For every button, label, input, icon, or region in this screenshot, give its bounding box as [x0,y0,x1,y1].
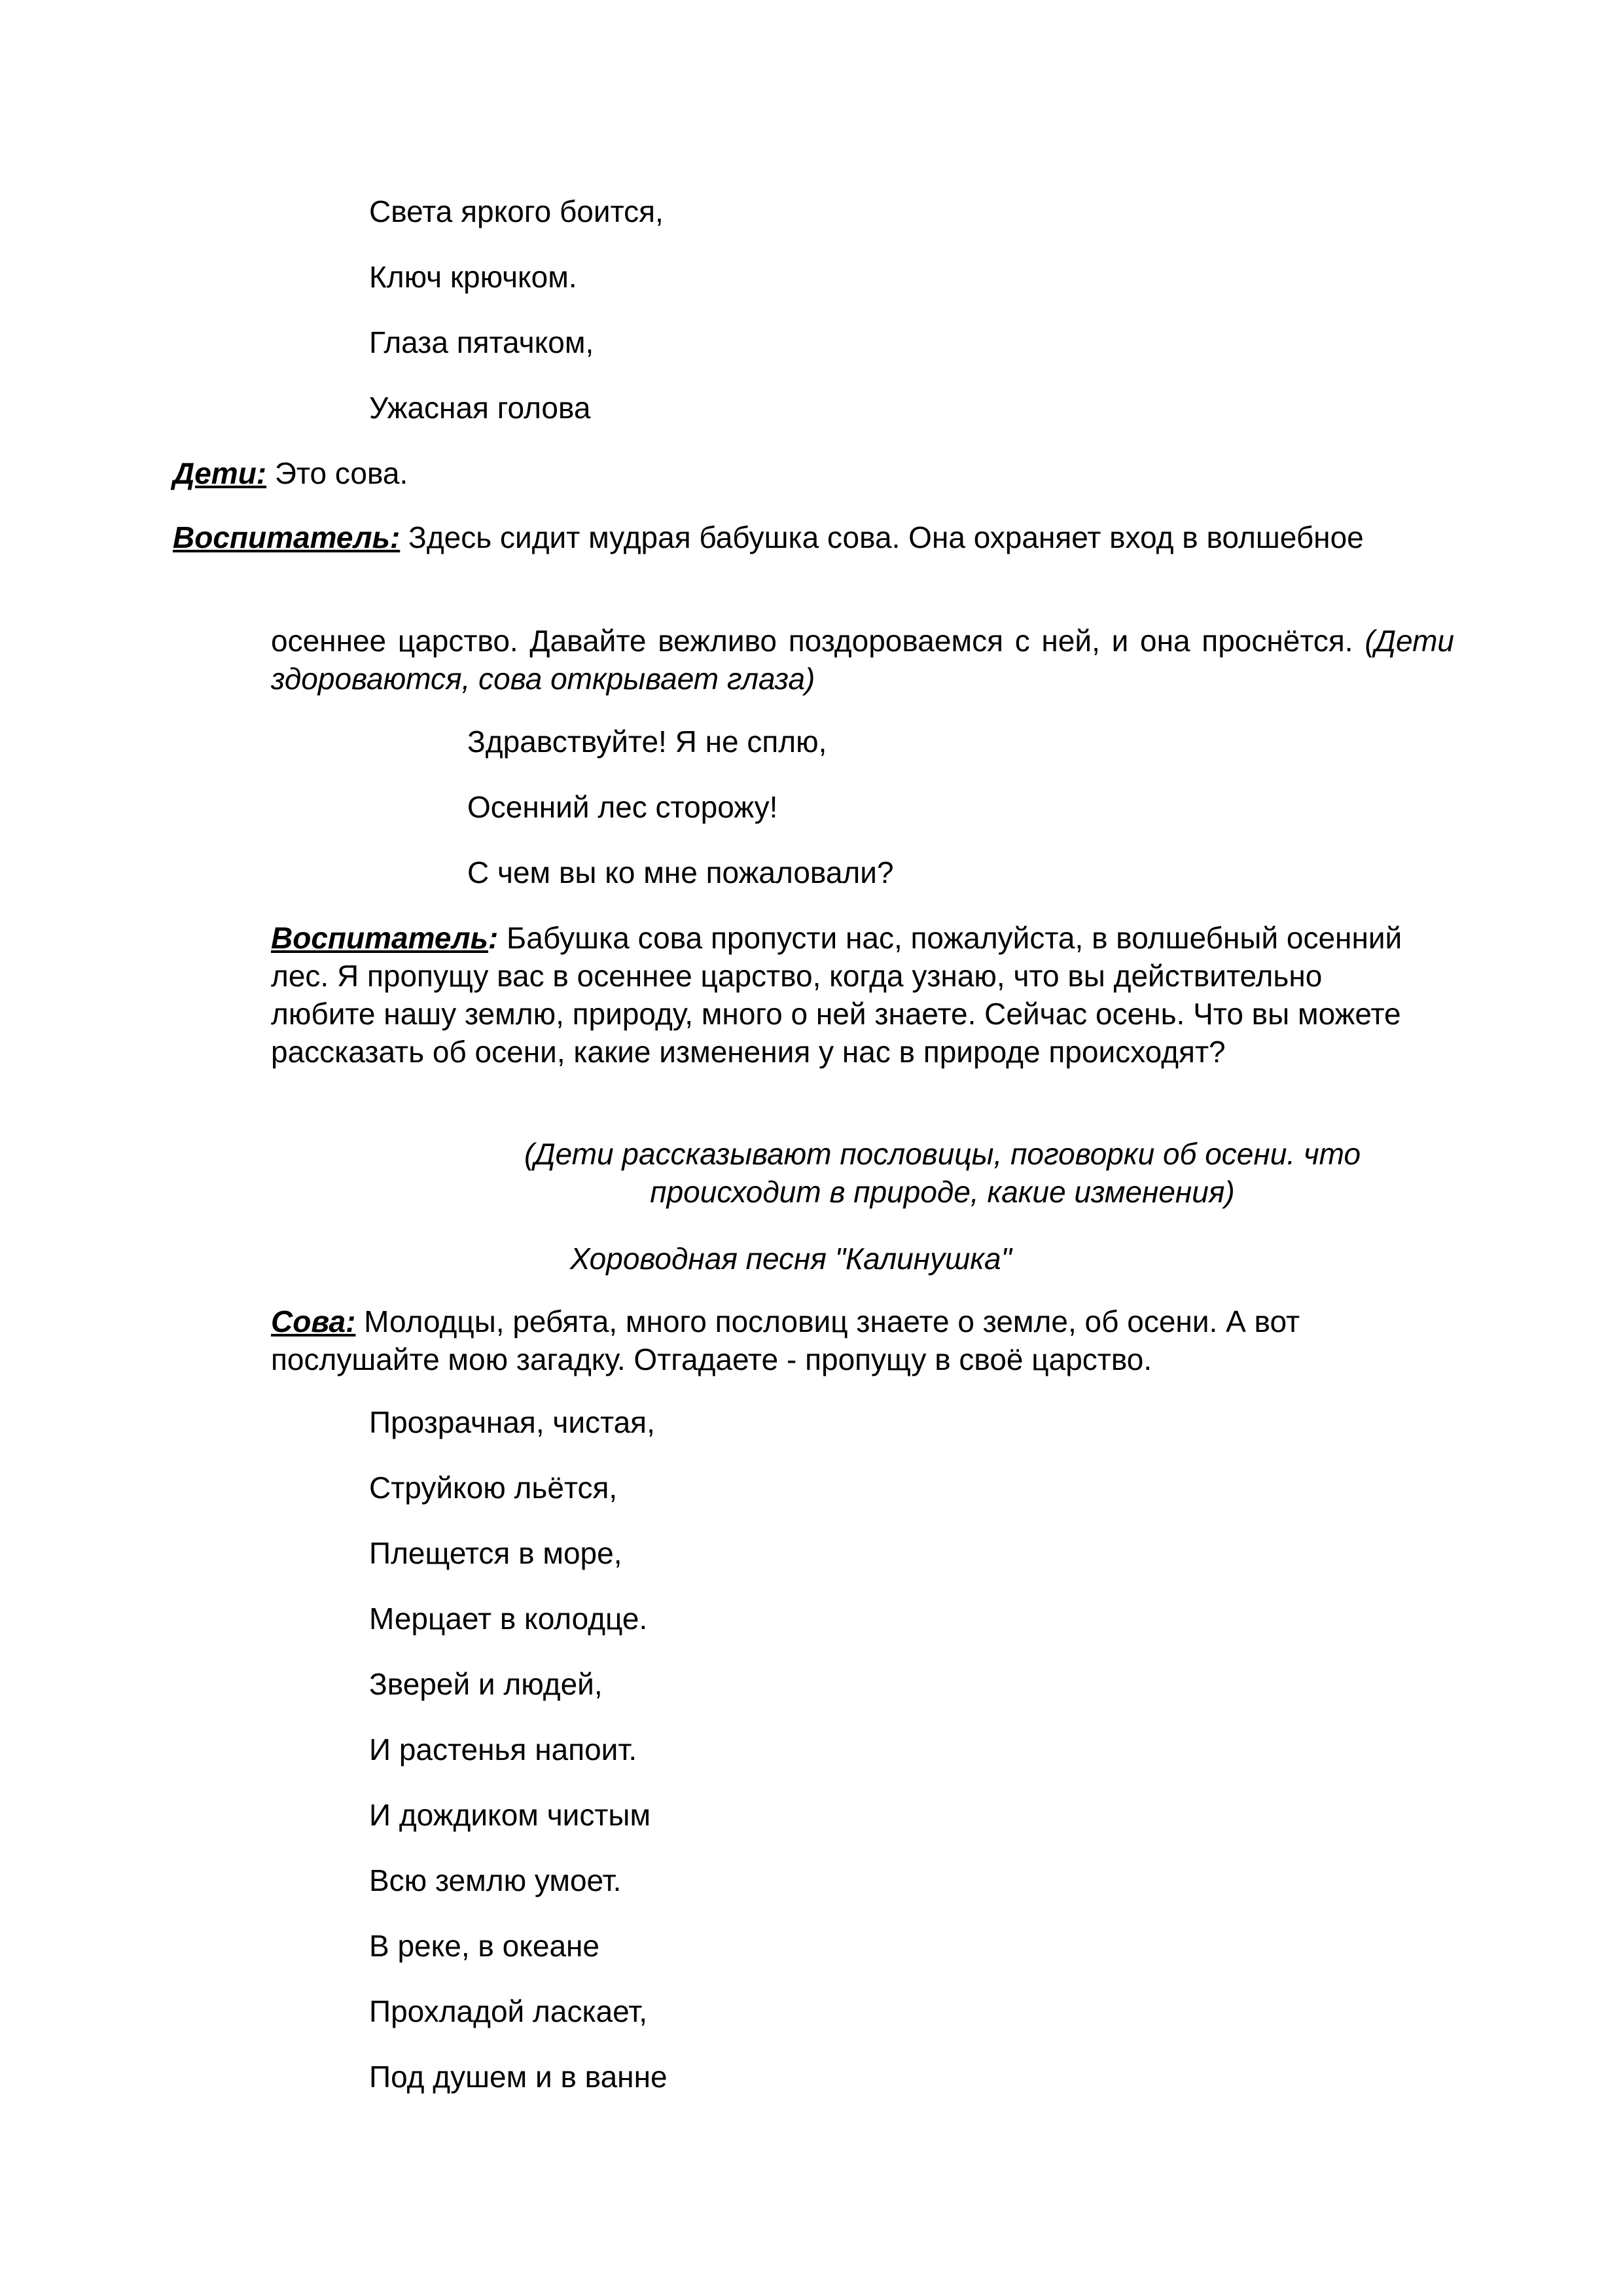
verse-line: Глаза пятачком, [369,325,594,359]
children-reply [173,454,408,492]
verse-line: Ужасная голова [369,391,591,425]
riddle-line: Прозрачная, чистая, [369,1405,655,1439]
teacher-text: Бабушка сова пропусти нас, пожалуйста, в волшебный осенний лес. Я пропущу вас в осеннее царство, когда узнаю, что вы действительно любите нашу землю, природу, много о ней знаете. Сейчас осень. Что вы можете рассказать об осени, какие изменения у нас в природе происходят? [271,921,1402,1069]
speaker-label: Сова: [271,1304,356,1338]
verse-line: Света яркого боится, [369,194,664,228]
speaker-label: Дети: [173,456,267,490]
reply-text: Это сова. [266,456,408,490]
verse-line: Ключ крючком. [369,260,577,294]
teacher-line-2 [271,919,1423,1071]
owl-text: Молодцы, ребята, много пословиц знаете о земле, об осени. А вот послушайте мою загадку. Отгадаете - пропущу в своё царство. [271,1304,1300,1376]
teacher-text: осеннее царство. Давайте вежливо поздороваемся с ней, и она проснётся. [271,624,1365,658]
riddle-line: Зверей и людей, [369,1667,603,1701]
riddle-line: Всю землю умоет. [369,1863,622,1897]
speaker-label: Воспитатель: [173,520,401,554]
riddle-line: Мерцает в колодце. [369,1602,648,1636]
riddle-line: Плещется в море, [369,1536,622,1570]
teacher-line-1-continued [271,622,1454,698]
speaker-label: Воспитатель [271,921,488,955]
owl-verse-line: Осенний лес сторожу! [467,790,778,824]
teacher-text: Здесь сидит мудрая бабушка сова. Она охраняет вход в волшебное [400,520,1364,554]
riddle-line: Под душем и в ванне [369,2060,668,2094]
riddle-line: И дождиком чистым [369,1798,651,1832]
stage-direction: (Дети рассказывают пословицы, поговорки об осени. что происходит в природе, какие изменения) [524,1137,1361,1209]
riddle-line: Струйкою льётся, [369,1471,618,1505]
song-title: Хороводная песня "Калинушка" [570,1242,1012,1276]
speaker-colon: : [488,921,499,955]
owl-verse-line: Здравствуйте! Я не сплю, [467,725,827,759]
stage-note: (Дети здороваются, сова открывает глаза) [271,624,1454,696]
riddle-line: Прохладой ласкает, [369,1994,647,2028]
riddle-line: В реке, в океане [369,1929,600,1963]
owl-verse-line: С чем вы ко мне пожаловали? [467,855,894,889]
riddle-line: И растенья напоит. [369,1732,637,1767]
owl-reply [271,1302,1436,1378]
teacher-line-1 [173,518,1454,556]
